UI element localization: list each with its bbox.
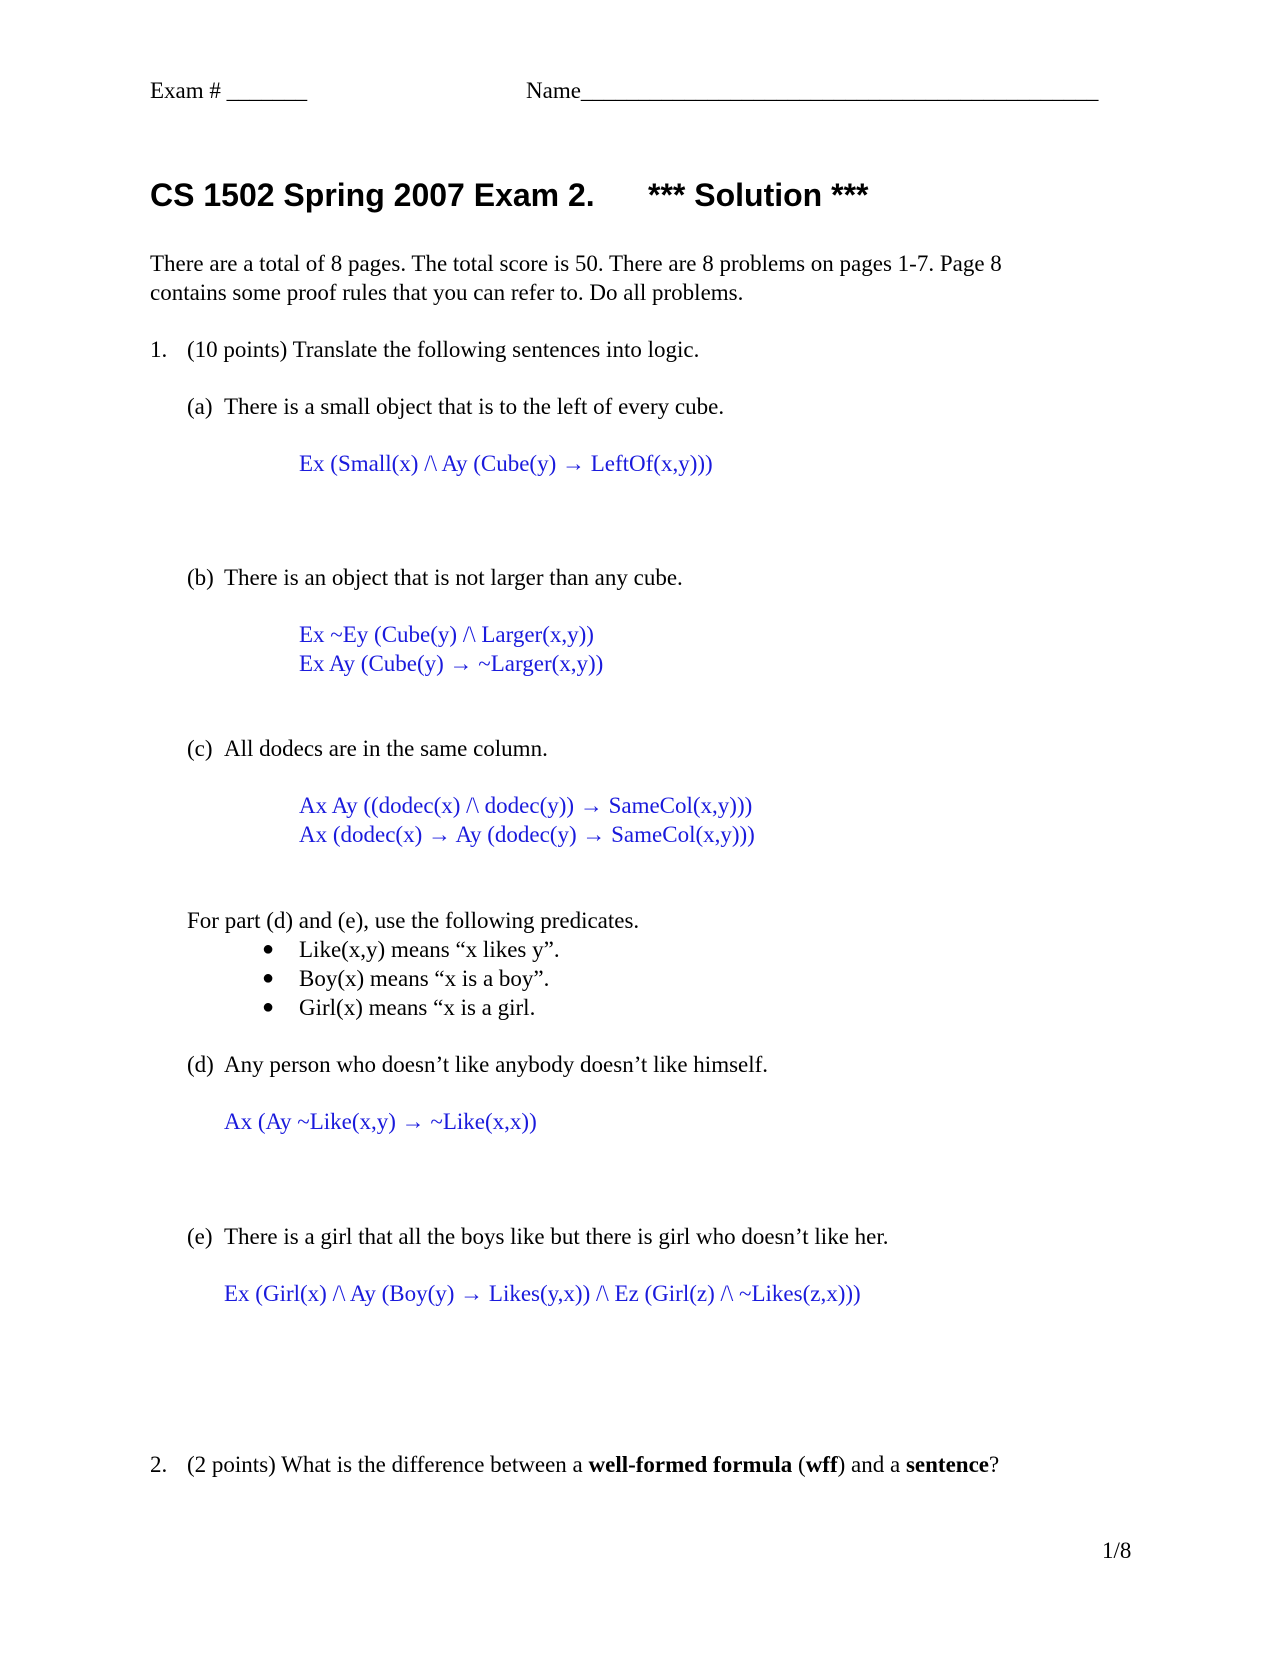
predicate-girl: Girl(x) means “x is a girl. [299, 995, 536, 1020]
solution-banner: *** Solution *** [648, 177, 869, 213]
part-b-answer-1: Ex ~Ey (Cube(y) /\ Larger(x,y)) [299, 622, 594, 647]
part-e-question: There is a girl that all the boys like but there is girl who doesn’t like her. [224, 1224, 889, 1249]
part-a-answer: Ex (Small(x) /\ Ay (Cube(y) → LeftOf(x,y))) [299, 451, 713, 476]
bullet-icon: ● [262, 967, 275, 989]
problem-2-text [187, 1450, 999, 1479]
problem-2-suffix: ? [988, 1452, 1000, 1477]
page-number: 1/8 [1102, 1538, 1132, 1563]
part-e-answer: Ex (Girl(x) /\ Ay (Boy(y) → Likes(y,x)) /\ Ez (Girl(z) /\ ~Likes(z,x))) [224, 1281, 861, 1306]
term-sentence: sentence [905, 1452, 989, 1477]
exam-number-field: Exam # _______ [150, 78, 308, 103]
problem-1-number: 1. [150, 337, 168, 362]
part-b-label: (b) [187, 565, 214, 590]
part-d-question: Any person who doesn’t like anybody doesn’t like himself. [224, 1052, 769, 1077]
predicate-like: Like(x,y) means “x likes y”. [299, 937, 560, 962]
part-e-label: (e) [187, 1224, 213, 1249]
term-wff: wff [805, 1452, 838, 1477]
bullet-icon: ● [262, 938, 275, 960]
problem-1-text: (10 points) Translate the following sentences into logic. [187, 337, 700, 362]
term-wff-long: well-formed formula [588, 1452, 793, 1477]
problem-2-number: 2. [150, 1452, 168, 1477]
exam-title: CS 1502 Spring 2007 Exam 2. [150, 177, 595, 213]
part-d-label: (d) [187, 1052, 214, 1077]
problem-2-prefix: (2 points) What is the difference between a [187, 1452, 589, 1477]
part-a-question: There is a small object that is to the left of every cube. [224, 394, 725, 419]
part-a-label: (a) [187, 394, 213, 419]
part-c-question: All dodecs are in the same column. [224, 736, 548, 761]
part-c-answer-1: Ax Ay ((dodec(x) /\ dodec(y)) → SameCol(x,y))) [299, 793, 753, 818]
problem-2-mid-1: ( [792, 1452, 806, 1477]
name-field: Name_____________________________________________ [526, 78, 1099, 103]
part-b-question: There is an object that is not larger than any cube. [224, 565, 683, 590]
problem-2-mid-2: ) and a [837, 1452, 906, 1477]
part-b-answer-2: Ex Ay (Cube(y) → ~Larger(x,y)) [299, 651, 604, 676]
part-c-answer-2: Ax (dodec(x) → Ay (dodec(y) → SameCol(x,y))) [299, 822, 755, 847]
part-d-answer: Ax (Ay ~Like(x,y) → ~Like(x,x)) [224, 1109, 537, 1134]
predicate-boy: Boy(x) means “x is a boy”. [299, 966, 550, 991]
part-c-label: (c) [187, 736, 213, 761]
intro-line-2: contains some proof rules that you can refer to. Do all problems. [150, 280, 744, 305]
predicates-intro: For part (d) and (e), use the following predicates. [187, 908, 640, 933]
bullet-icon: ● [262, 996, 275, 1018]
intro-line-1: There are a total of 8 pages. The total score is 50. There are 8 problems on pages 1-7. Page 8 [150, 251, 1002, 276]
